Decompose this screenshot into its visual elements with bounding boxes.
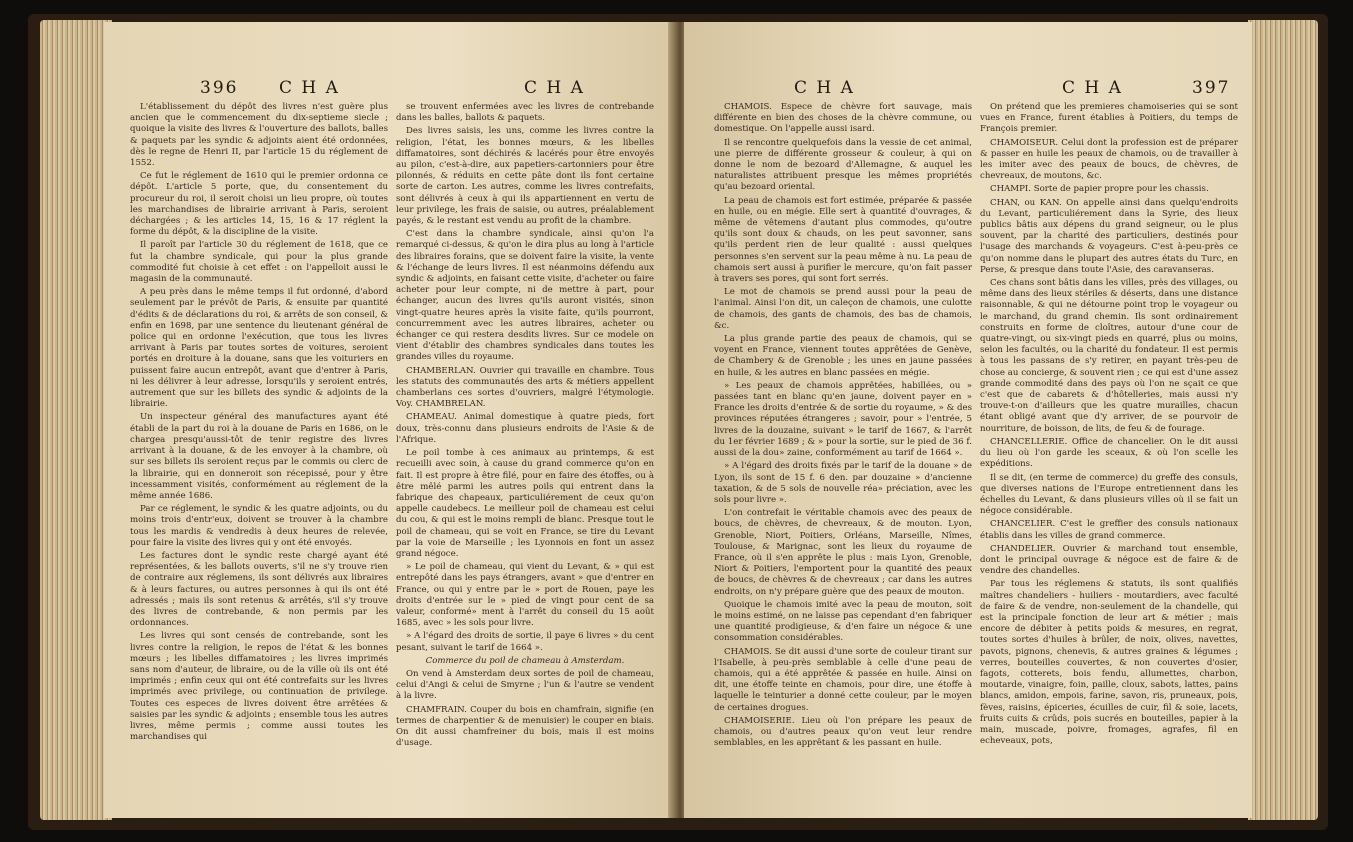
paragraph: » Le poil de chameau, qui vient du Levant, & » qui est entrepôté dans les pays étrangers, avant » que d'entrer en France, ou qui y entre par le » port de Rouen, paye les droits d'entrée sur le » pied de vingt pour cent de sa valeur, conformé» ment à l'arrêt du conseil du 15 août 1685, avec » les sols pour livre.: [396, 562, 654, 629]
paragraph: C'est dans la chambre syndicale, ainsi qu'on l'a remarqué ci-dessus, & qu'on le dira plus au long à l'article des libraires forains, que se doivent faire la visite, la vente & l'échange de leurs livres. Il est néanmoins défendu aux syndic & adjoints, en faisant cette visite, d'acheter ou faire acheter pour leur compte, ni de mettre à part, pour échanger, aucun des livres qu'ils auront visités, sinon vingt-quatre heures après la visite faite, qu'ils pourront, concurremment avec les autres libraires, acheter ou échanger ce qui restera desdits livres. Sur ce modele on vient d'établir des chambres syndicales dans toutes les grandes villes du royaume.: [396, 229, 654, 363]
paragraph: La peau de chamois est fort estimée, préparée & passée en huile, ou en mégie. Elle sert à quantité d'ouvrages, & même de vêtemens d'autant plus commodes, qu'outre qu'ils sont doux & chauds, on les peut savonner, sans qu'ils perdent rien de leur qualité : aussi quelques personnes s'en servent sur la peau même à nu. La peau de chamois sert aussi à purifier le mercure, qu'on fait passer à travers ses pores, qui sont fort serrés.: [714, 195, 972, 285]
paragraph: L'on contrefait le véritable chamois avec des peaux de boucs, de chèvres, de chevreaux, & de mouton. Lyon, Grenoble, Niort, Poitiers, Orléans, Marseille, Nîmes, Toulouse, & Marignac, sont les lieux du royaume de France, où il s'en apprête le plus : mais Lyon, Grenoble, Niort & Poitiers, l'emportent pour la quantité des peaux de boucs, de chèvres & de chevreaux ; car dans les autres endroits, on n'y prépare guère que des peaux de mouton.: [714, 508, 972, 597]
paragraph: La plus grande partie des peaux de chamois, qui se voyent en France, viennent toutes apprêtées de Genève, de Chambery & de Grenoble ; les unes en jaune passées en huile, & les autres en blanc passées en mégie.: [714, 334, 972, 378]
right-column-1: [714, 102, 972, 802]
paragraph: Il se dit, (en terme de commerce) du greffe des consuls, que diverses nations de l'Europe entretiennent dans les échelles du Levant, & dans plusieurs villes où il se fait un négoce considérable.: [980, 472, 1238, 517]
right-page-number: 397: [1192, 78, 1231, 98]
left-header-right: C H A: [524, 78, 585, 98]
left-page-edges: [40, 20, 112, 820]
left-header-left: C H A: [279, 78, 340, 98]
paragraph: CHAMOISERIE. Lieu où l'on prépare les peaux de chamois, ou d'autres peaux qu'on veut leur rendre semblables, en les apprêtant & les passant en huile.: [714, 715, 972, 749]
paragraph: Ces chans sont bâtis dans les villes, près des villages, ou même dans des lieux stériles & déserts, dans une distance raisonnable, & qui ne détourne point trop le voyageur ou le marchand, du grand chemin. Ils sont ordinairement construits en forme de cloîtres, autour d'une cour de quatre-vingt, ou six-vingt pieds en quarré, plus ou moins, selon les facultés, ou la charité du fondateur. Il est permis à tous les passans de s'y retirer, en payant très-peu de chose au concierge, & souvent rien ; ce qui est d'une assez grande commodité dans des pays où l'on ne sçait ce que c'est que de cabarets & d'hôtelleries, mais aussi n'y trouve-t-on d'ailleurs que les quatre murailles, chacun étant obligé avant que d'y arriver, de se pourvoir de nourriture, de boisson, de lits, de feu & de fourage.: [980, 278, 1238, 434]
paragraph: CHANDELIER. Ouvrier & marchand tout ensemble, dont le principal ouvrage & négoce est de faire & de vendre des chandelles.: [980, 543, 1238, 577]
paragraph: CHAMOISEUR. Celui dont la profession est de préparer & passer en huile les peaux de chamois, ou de travailler à les imiter avec des peaux de boucs, de chèvres, de chevreaux, de moutons, &c.: [980, 137, 1238, 182]
paragraph: » A l'égard des droits fixés par le tarif de la douane » de Lyon, ils sont de 15 f. 6 den. par douzaine » d'ancienne taxation, & de 5 sols de nouvelle réa» préciation, avec les sols pour livre ».: [714, 461, 972, 505]
right-header-left: C H A: [794, 78, 855, 98]
paragraph: CHAN, ou KAN. On appelle ainsi dans quelqu'endroits du Levant, particuliérement dans la Syrie, des lieux publics bâtis aux dépens du grand seigneur, ou le plus souvent, par la charité des particuliers, destinés pour l'usage des marchands & voyageurs. C'est à-peu-près ce qu'on nomme dans le plupart des autres états du Turc, en Perse, & presque dans toute l'Asie, des caravanseras.: [980, 197, 1238, 275]
paragraph: CHAMPI. Sorte de papier propre pour les chassis.: [990, 184, 1209, 195]
paragraph: CHANCELIER. C'est le greffier des consuls nationaux établis dans les villes de grand commerce.: [980, 519, 1238, 541]
paragraph: » Les peaux de chamois apprêtées, habillées, ou » passées tant en blanc qu'en jaune, doivent payer en » France les droits d'entrée & de sortie du royaume, » & des provinces réputées étrangeres ; savoir, pour » l'entrée, 5 livres de la douzaine, suivant » le tarif de 1667, & l'arrêt du 1er février 1689 ; & » pour la sortie, sur le pied de 36 f. aussi de la dou» zaine, conformément au tarif de 1664 ».: [714, 380, 972, 459]
paragraph: A peu près dans le même temps il fut ordonné, d'abord seulement par le prévôt de Paris, & ensuite par quantité d'édits & de déclarations du roi, & arrêts de son conseil, & enfin en 1698, par une sentence du lieutenant général de police qui en ordonne l'exécution, que tous les livres arrivant à Paris par toutes sortes de voitures, seroient portés en droiture à la douane, sans que les voituriers en puissent faire aucun entrepôt, avant que d'entrer à Paris, ni les délivrer à leur adresse, lorsqu'ils y seroient entrés, autrement que sur les billets des syndic & adjoints de la librairie.: [130, 287, 388, 410]
right-column-2: [980, 102, 1238, 802]
paragraph: CHAMFRAIN. Couper du bois en chamfrain, signifie (en termes de charpentier & de menuisier) le couper en biais. On dit aussi chamfreiner du bois, mais il est moins d'usage.: [396, 704, 654, 749]
left-page-number: 396: [200, 78, 239, 98]
paragraph: CHAMEAU. Animal domestique à quatre pieds, fort doux, très-connu dans plusieurs endroits de l'Asie & de l'Afrique.: [396, 412, 654, 445]
left-column-1: [130, 102, 388, 802]
paragraph: Par tous les réglemens & statuts, ils sont qualifiés maîtres chandeliers - huiliers - moutardiers, avec faculté de faire & de vendre, non-seulement de la chandelle, qui est la principale fonction de leur art & métier ; mais encore de débiter à petits poids & mesures, en regrat, toutes sortes d'huiles à brûler, de noix, olives, navettes, pavots, pignons, chenevis, & autres graines & légumes ; verres, bouteilles couvertes, & non couvertes d'osier, fagots, cotterets, bois fendu, allumettes, charbon, moutarde, vinaigre, foin, paille, cloux, sabots, lattes, pains blancs, amidon, empois, farine, savon, ris, pruneaux, pois, fèves, raisins, épiceries, écuilles de cuir, fil & soie, lacets, fruits cuits & crûds, pois sucrés en bouteilles, papier à la main, muscade, poivre, fromages, agrafes, fil en echeveaux, pots,: [980, 579, 1238, 747]
paragraph: Un inspecteur général des manufactures ayant été établi de la part du roi à la douane de Paris en 1686, on le chargea presqu'aussi-tôt de tenir registre des livres arrivant à la douane, & de les envoyer à la chambre, où sur ses billets ils seroient reçus par le commis ou clerc de la librairie, qui en donneroit son récepissé, pour y être incessamment visités, conformément au réglement de la même année 1686.: [130, 412, 388, 501]
right-page: [684, 22, 1252, 818]
paragraph: L'établissement du dépôt des livres n'est guère plus ancien que le commencement du dix-septieme siecle ; quoique la visite des livres & l'ouverture des ballots, balles & paquets par les syndic & adjoints aient été ordonnées, dès le regne de Henri II, par l'article 15 du réglement de 1552.: [130, 102, 388, 169]
paragraph: Par ce réglement, le syndic & les quatre adjoints, ou du moins trois d'entr'eux, doivent se trouver à la chambre tous les mardis & vendredis à deux heures de relevée, pour faire la visite des livres qui y ont été envoyés.: [130, 504, 388, 548]
paragraph: CHANCELLERIE. Office de chancelier. On le dit aussi du lieu où l'on garde les sceaux, & où l'on scelle les expéditions.: [980, 436, 1238, 470]
paragraph: Les factures dont le syndic reste chargé ayant été représentées, & les ballots ouverts, s'il ne s'y trouve rien de contraire aux réglemens, ils sont délivrés aux libraires & à leurs factures, ou autres personnes à qui ils ont été adressés ; mais ils sont retenus & arrêtés, s'il s'y trouve des livres de contrebande, & non permis par les ordonnances.: [130, 550, 388, 629]
paragraph: se trouvent enfermées avec les livres de contrebande dans les balles, ballots & paquets.: [396, 102, 654, 124]
paragraph: Il paroît par l'article 30 du réglement de 1618, que ce fut la chambre syndicale, qui pour la plus grande commodité fut choisie à cet effet : on l'appelloit aussi le magasin de la communauté.: [130, 240, 388, 285]
paragraph: CHAMOIS. Espece de chèvre fort sauvage, mais différente en bien des choses de la chèvre commune, ou domestique. On l'appelle aussi isard.: [714, 102, 972, 135]
right-header-right: C H A: [1062, 78, 1123, 98]
paragraph: CHAMBERLAN. Ouvrier qui travaille en chambre. Tous les statuts des communautés des arts & métiers appellent chamberlans ces sortes d'ouvriers, malgré l'étymologie. Voy. CHAMBRELAN.: [396, 365, 654, 410]
paragraph: Des livres saisis, les uns, comme les livres contre la religion, l'état, les bonnes mœurs, & les libelles diffamatoires, sont déchirés & lacérés pour être envoyés au pilon, c'est-à-dire, aux papetiers-cartonniers pour être pilonnés, & réduits en cette pâte dont ils font certaine sorte de carton. Les autres, comme les livres contrefaits, sont délivrés à ceux à qui ils appartiennent en vertu de leur privilege, les frais de saisie, ou autres, préalablement payés, & le restant est vendu au profit de la chambre.: [396, 126, 654, 227]
paragraph: On prétend que les premieres chamoiseries qui se sont vues en France, furent établies à Poitiers, du temps de François premier.: [980, 102, 1238, 135]
left-column-2: [396, 102, 654, 802]
paragraph: Commerce du poil de chameau à Amsterdam.: [425, 655, 625, 666]
paragraph: Quoique le chamois imité avec la peau de mouton, soit le moins estimé, on ne laisse pas cependant d'en fabriquer une quantité prodigieuse, & d'en faire un négoce & une consommation considérables.: [714, 599, 972, 644]
right-page-edges: [1248, 20, 1318, 820]
paragraph: CHAMOIS. Se dit aussi d'une sorte de couleur tirant sur l'Isabelle, à peu-près semblable à celle d'une peau de chamois, qui a été apprêtée & passée en huile. Ainsi on dit, une étoffe teinte en chamois, pour dire, une étoffe à laquelle le teinturier a donné cette couleur, par le moyen de certaines drogues.: [714, 646, 972, 713]
paragraph: Le poil tombe à ces animaux au printemps, & est recueilli avec soin, à cause du grand commerce qu'on en fait. Il est propre à être filé, pour en faire des étoffes, ou à être mêlé parmi les autres poils qui entrent dans la fabrique des chapeaux, particuliérement de ceux qu'on appelle caudebecs. Le meilleur poil de chameau est celui du cou, & qui est le moins rempli de blanc. Presque tout le poil de chameau, qui se voit en France, se tire du Levant par la voie de Marseille ; les Lyonnois en font un assez grand négoce.: [396, 448, 654, 559]
paragraph: Il se rencontre quelquefois dans la vessie de cet animal, une pierre de différente grosseur & couleur, à qui on donne le nom de bezoard d'Allemagne, & auquel les naturalistes attribuent presque les mêmes propriétés qu'au bezoard oriental.: [714, 137, 972, 193]
paragraph: Le mot de chamois se prend aussi pour la peau de l'animal. Ainsi l'on dit, un caleçon de chamois, une culotte de chamois, des gants de chamois, des bas de chamois, &c.: [714, 287, 972, 331]
paragraph: On vend à Amsterdam deux sortes de poil de chameau, celui d'Angi & celui de Smyrne ; l'un & l'autre se vendent à la livre.: [396, 668, 654, 702]
left-page: [104, 22, 676, 818]
paragraph: Les livres qui sont censés de contrebande, sont les livres contre la religion, le repos de l'état & les bonnes mœurs ; les libelles diffamatoires ; les livres imprimés sans nom d'auteur, de libraire, ou de la ville où ils ont été imprimés ; enfin ceux qui ont été contrefaits sur les livres imprimés avec privilege, ou continuation de privilege. Toutes ces especes de livres doivent être arrêtées & saisies par les syndic & adjoints ; ensemble tous les autres livres, même permis ; comme aussi toutes les marchandises qui: [130, 631, 388, 743]
paragraph: » A l'égard des droits de sortie, il paye 6 livres » du cent pesant, suivant le tarif de 1664 ».: [396, 631, 654, 653]
paragraph: Ce fut le réglement de 1610 qui le premier ordonna ce dépôt. L'article 5 porte, que, du consentement du procureur du roi, il seroit choisi un lieu propre, où toutes les marchandises de librairie arrivant à Paris, seroient déchargées ; & les articles 14, 15, 16 & 17 réglent la forme du dépôt, & la discipline de la visite.: [130, 171, 388, 238]
